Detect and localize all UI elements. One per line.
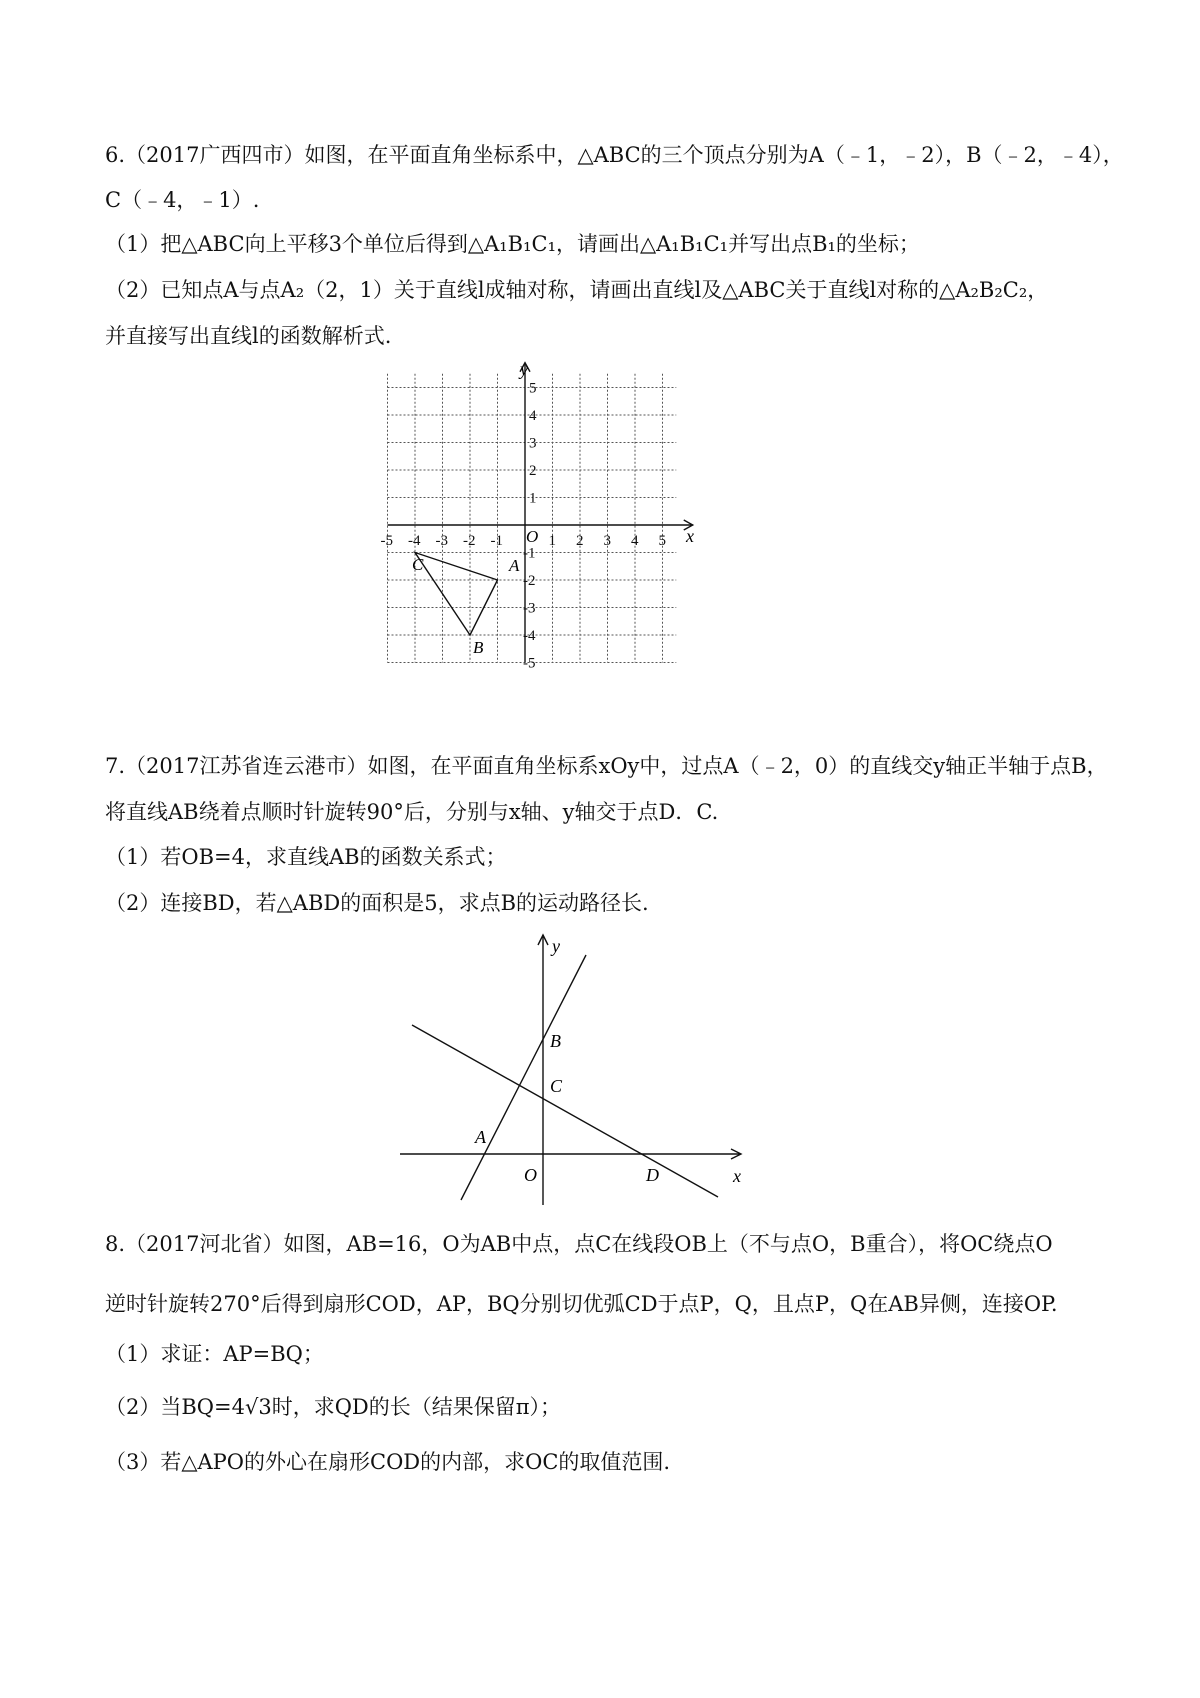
y-tick-label: 1 bbox=[529, 490, 537, 507]
p8-line-3: （1）求证：AP=BQ； bbox=[105, 1342, 324, 1366]
axis-x-label: x bbox=[686, 526, 694, 546]
fig7-axis-x-label: x bbox=[733, 1166, 741, 1186]
axis-y-label: y bbox=[520, 359, 528, 379]
y-tick-label: -1 bbox=[523, 545, 536, 562]
p8-line-2: 逆时针旋转270°后得到扇形COD，AP，BQ分别切优弧CD于点P，Q，且点P，Q在AB异侧，连接OP. bbox=[105, 1292, 1058, 1316]
figure-7-rotated-lines bbox=[400, 935, 740, 1205]
fig7-label-b: B bbox=[550, 1031, 561, 1051]
y-tick-label: -3 bbox=[523, 600, 536, 617]
y-tick-label: 5 bbox=[529, 380, 537, 397]
point-label-b: B bbox=[473, 638, 484, 657]
p6-line-3: （1）把△ABC向上平移3个单位后得到△A₁B₁C₁，请画出△A₁B₁C₁并写出点B₁的坐标； bbox=[105, 232, 920, 256]
y-tick-label: -2 bbox=[523, 573, 536, 589]
x-tick-label: -1 bbox=[490, 533, 503, 549]
x-tick-label: -3 bbox=[435, 533, 448, 549]
x-tick-label: 3 bbox=[603, 533, 611, 549]
fig7-axis-y-label: y bbox=[552, 936, 560, 956]
p7-line-4: （2）连接BD，若△ABD的面积是5，求点B的运动路径长. bbox=[105, 891, 649, 915]
x-tick-label: 1 bbox=[548, 533, 556, 549]
x-tick-label: -2 bbox=[463, 533, 476, 549]
y-tick-label: -4 bbox=[523, 628, 536, 644]
fig7-label-a: A bbox=[475, 1127, 486, 1147]
fig7-label-c: C bbox=[550, 1076, 563, 1096]
p6-line-2: C（﹣4，﹣1）. bbox=[105, 188, 260, 212]
x-tick-label: 4 bbox=[631, 533, 639, 549]
p6-line-1: 6.（2017广西四市）如图，在平面直角坐标系中，△ABC的三个顶点分别为A（﹣1，﹣2），B（﹣2，﹣4）， bbox=[105, 143, 1124, 167]
p7-line-2: 将直线AB绕着点顺时针旋转90°后，分别与x轴、y轴交于点D．C. bbox=[105, 800, 719, 824]
y-tick-label: 3 bbox=[529, 435, 537, 452]
x-tick-label: -5 bbox=[380, 533, 393, 549]
p8-line-1: 8.（2017河北省）如图，AB=16，O为AB中点，点C在线段OB上（不与点O，B重合），将OC绕点O bbox=[105, 1232, 1053, 1256]
figure-6-coordinate-grid bbox=[380, 355, 750, 675]
point-label-c: C bbox=[412, 555, 424, 574]
point-label-a: A bbox=[509, 556, 520, 575]
p6-line-5: 并直接写出直线l的函数解析式. bbox=[105, 324, 392, 348]
y-tick-label: 4 bbox=[529, 408, 537, 424]
fig7-label-o: O bbox=[524, 1165, 537, 1185]
y-tick-label: 2 bbox=[529, 463, 537, 479]
x-tick-label: 2 bbox=[576, 533, 584, 549]
p7-line-3: （1）若OB=4，求直线AB的函数关系式； bbox=[105, 845, 507, 869]
x-tick-label: -4 bbox=[408, 533, 421, 549]
p8-line-4: （2）当BQ=4√3时，求QD的长（结果保留π）； bbox=[105, 1395, 562, 1419]
triangle-abc bbox=[415, 553, 498, 636]
p7-line-1: 7.（2017江苏省连云港市）如图，在平面直角坐标系xOy中，过点A（﹣2，0）的直线交y轴正半轴于点B， bbox=[105, 754, 1108, 778]
p8-line-5: （3）若△APO的外心在扇形COD的内部，求OC的取值范围. bbox=[105, 1450, 671, 1474]
fig7-label-d: D bbox=[646, 1165, 659, 1185]
p6-line-4: （2）已知点A与点A₂（2，1）关于直线l成轴对称，请画出直线l及△ABC关于直线l对称的△A₂B₂C₂， bbox=[105, 278, 1049, 302]
x-tick-label: 5 bbox=[658, 533, 666, 549]
y-tick-label: -5 bbox=[523, 655, 536, 672]
origin-label: O bbox=[526, 527, 539, 546]
